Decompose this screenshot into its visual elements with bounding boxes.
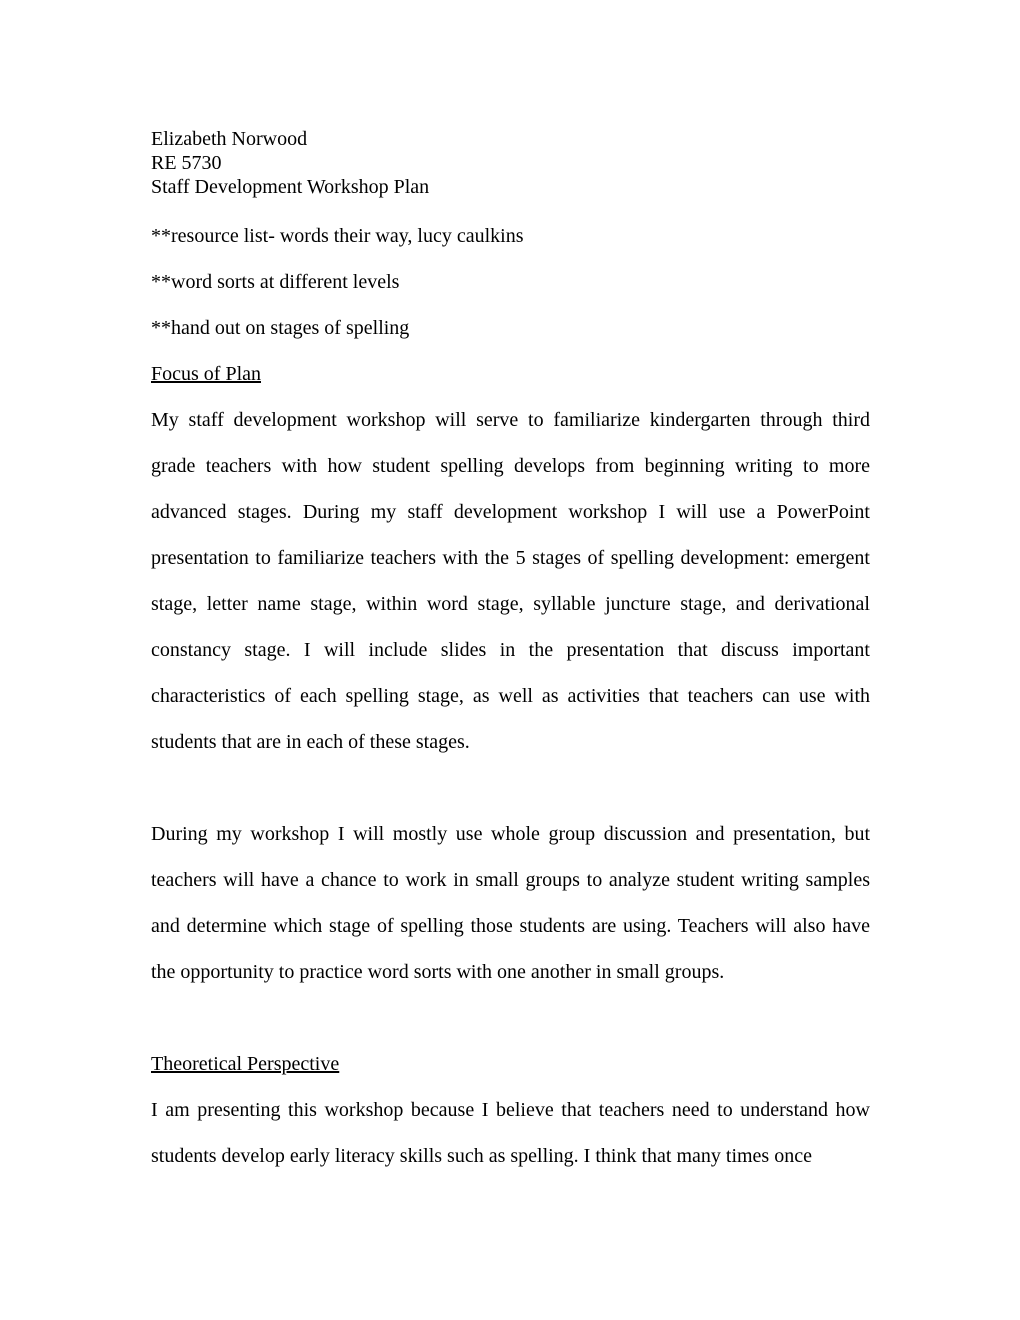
paragraph-focus-1: My staff development workshop will serve to familiarize kindergarten through third grade teachers with how student spelling develops from beginning writing to more advanced stages. During my staff development workshop I will use a PowerPoint presentation to familiarize teachers with the 5 stages of spelling development: emergent stage, letter name stage, within word stage, syllable juncture stage, and derivational constancy stage. I will include slides in the presentation that discuss important characteristics of each spelling stage, as well as activities that teachers can use with students that are in each of these stages.	[151, 409, 870, 753]
document-header	[151, 127, 870, 199]
section-heading-text: Focus of Plan	[151, 363, 261, 385]
paragraph-focus-2: During my workshop I will mostly use whole group discussion and presentation, but teachers will have a chance to work in small groups to analyze student writing samples and determine which stage of spelling those students are using. Teachers will also have the opportunity to practice word sorts with one another in small groups.	[151, 823, 870, 983]
resource-note-2: **word sorts at different levels	[151, 271, 400, 293]
course-code: RE 5730	[151, 152, 222, 174]
section-heading-text: Theoretical Perspective	[151, 1053, 340, 1075]
paragraph-theoretical-1: I am presenting this workshop because I believe that teachers need to understand how students develop early literacy skills such as spelling. I think that many times once	[151, 1099, 870, 1167]
section-heading-theoretical-perspective	[151, 1041, 870, 1087]
author-name: Elizabeth Norwood	[151, 128, 308, 150]
resource-note-1: **resource list- words their way, lucy caulkins	[151, 225, 524, 247]
document-title: Staff Development Workshop Plan	[151, 176, 430, 198]
section-heading-focus-of-plan	[151, 351, 870, 397]
document-body	[151, 213, 870, 1179]
resource-note-3: **hand out on stages of spelling	[151, 317, 410, 339]
